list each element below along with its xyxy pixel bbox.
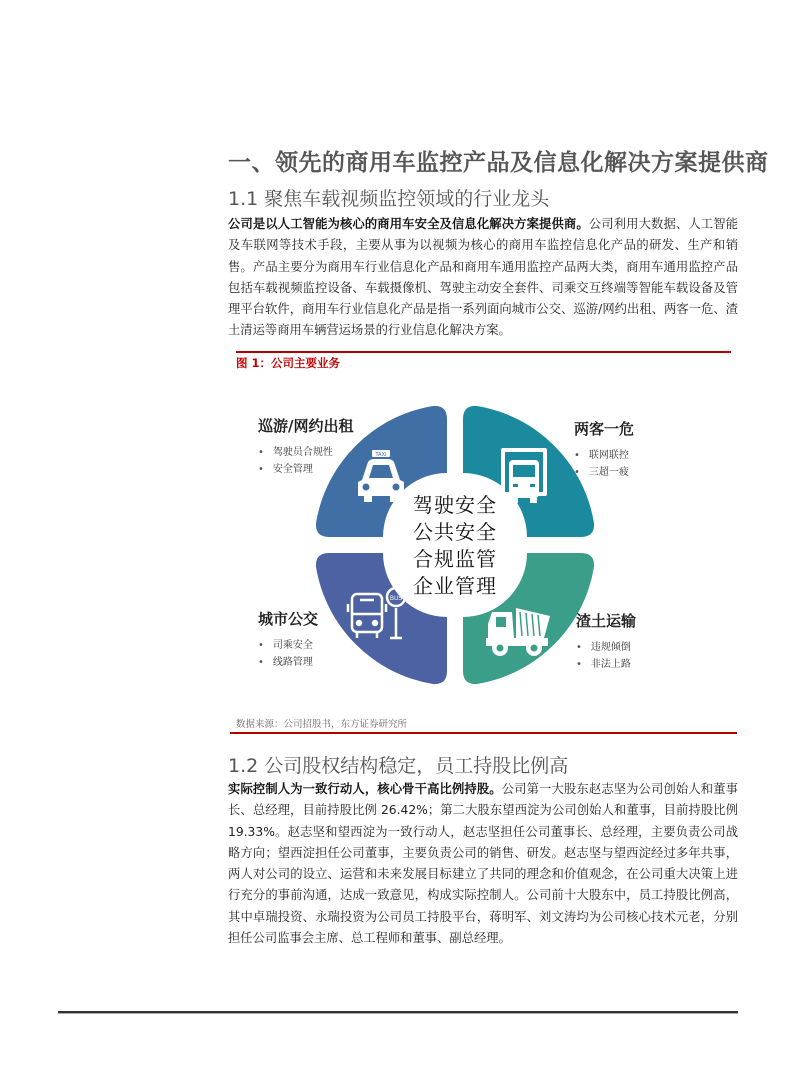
quadrant-bullets <box>258 637 318 671</box>
svg-text:BUS: BUS <box>389 595 403 602</box>
section-1-1-paragraph <box>228 214 738 342</box>
bullet-item: • 司乘安全 <box>258 637 318 654</box>
quadrant-title: 两客一危 <box>574 420 635 438</box>
quadrant-bullets <box>574 447 634 481</box>
bullet-item: • 线路管理 <box>258 654 318 671</box>
quadrant-title: 渣土运输 <box>576 612 637 630</box>
section-1-2-body: 公司第一大股东赵志坚为公司创始人和董事长、总经理，目前持股比例 26.42%；第二大股东望西淀为公司创始人和董事，目前持股比例 19.33%。赵志坚和望西淀为一致行动人，赵志坚担任公司董事长、总经理，主要负责公司战略方向；望西淀担任公司董事，主要负责公司的销售、研发。赵志坚与望西淀经过多年共事，两人对公司的设立、运营和未来发展目标建立了共同的理念和价值观念，在公司重大决策上进行充分的事前沟通，达成一致意见，构成实际控制人。公司前十大股东中，员工持股比例高，其中卓瑞投资、永瑞投资为公司员工持股平台，蒋明军、刘文涛均为公司核心技术元老，分别担任公司监事会主席、总工程师和董事、副总经理。 <box>228 782 738 946</box>
section-1-2-paragraph <box>228 779 738 949</box>
center-line: 企业管理 <box>413 574 497 598</box>
bullet-item: • 违规倾倒 <box>576 639 636 656</box>
quadrant-label-hazmat <box>574 418 634 481</box>
center-line: 公共安全 <box>413 520 497 544</box>
center-line: 驾驶安全 <box>413 493 497 517</box>
section-1-1-lead: 公司是以人工智能为核心的商用车安全及信息化解决方案提供商。 <box>228 217 589 231</box>
quadrant-bullets <box>258 444 353 478</box>
quadrant-label-muck <box>576 610 636 673</box>
figure-bottom-rule <box>230 732 737 734</box>
section-1-2-lead: 实际控制人为一致行动人，核心骨干高比例持股。 <box>228 782 502 796</box>
figure-source: 数据来源：公司招股书，东方证券研究所 <box>236 719 408 730</box>
figure-top-rule <box>236 351 731 353</box>
business-diagram <box>236 380 736 700</box>
center-line: 合规监管 <box>413 547 497 571</box>
bullet-item: • 驾驶员合规性 <box>258 444 353 461</box>
bullet-item: • 非法上路 <box>576 656 636 673</box>
svg-text:TAXI: TAXI <box>375 452 387 458</box>
quadrant-label-taxi <box>258 415 353 478</box>
figure-title: 图 1：公司主要业务 <box>236 356 341 370</box>
bullet-item: • 三超一疲 <box>574 464 634 481</box>
bullet-item: • 安全管理 <box>258 461 353 478</box>
bullet-item: • 联网联控 <box>574 447 634 464</box>
quadrant-bullets <box>576 639 636 673</box>
quadrant-title: 巡游/网约出租 <box>258 417 354 435</box>
section-1-2-title: 1.2 公司股权结构稳定，员工持股比例高 <box>228 755 569 777</box>
quadrant-label-bus <box>258 608 318 671</box>
chapter-title: 一、领先的商用车监控产品及信息化解决方案提供商 <box>228 150 769 176</box>
quadrant-title: 城市公交 <box>258 610 319 628</box>
center-values-text <box>395 492 515 600</box>
section-1-1-body: 公司利用大数据、人工智能及车联网等技术手段，主要从事为以视频为核心的商用车监控信息化产品的研发、生产和销售。产品主要分为商用车行业信息化产品和商用车通用监控产品两大类，商用车通用监控产品包括车载视频监控设备、车载摄像机、驾驶主动安全套件、司乘交互终端等智能车载设备及管理平台软件，商用车行业信息化产品是指一系列面向城市公交、巡游/网约出租、两客一危、渣土清运等商用车辆营运场景的行业信息化解决方案。 <box>228 217 738 338</box>
footer-rule <box>58 1011 738 1014</box>
section-1-1-title: 1.1 聚焦车载视频监控领域的行业龙头 <box>228 188 550 210</box>
